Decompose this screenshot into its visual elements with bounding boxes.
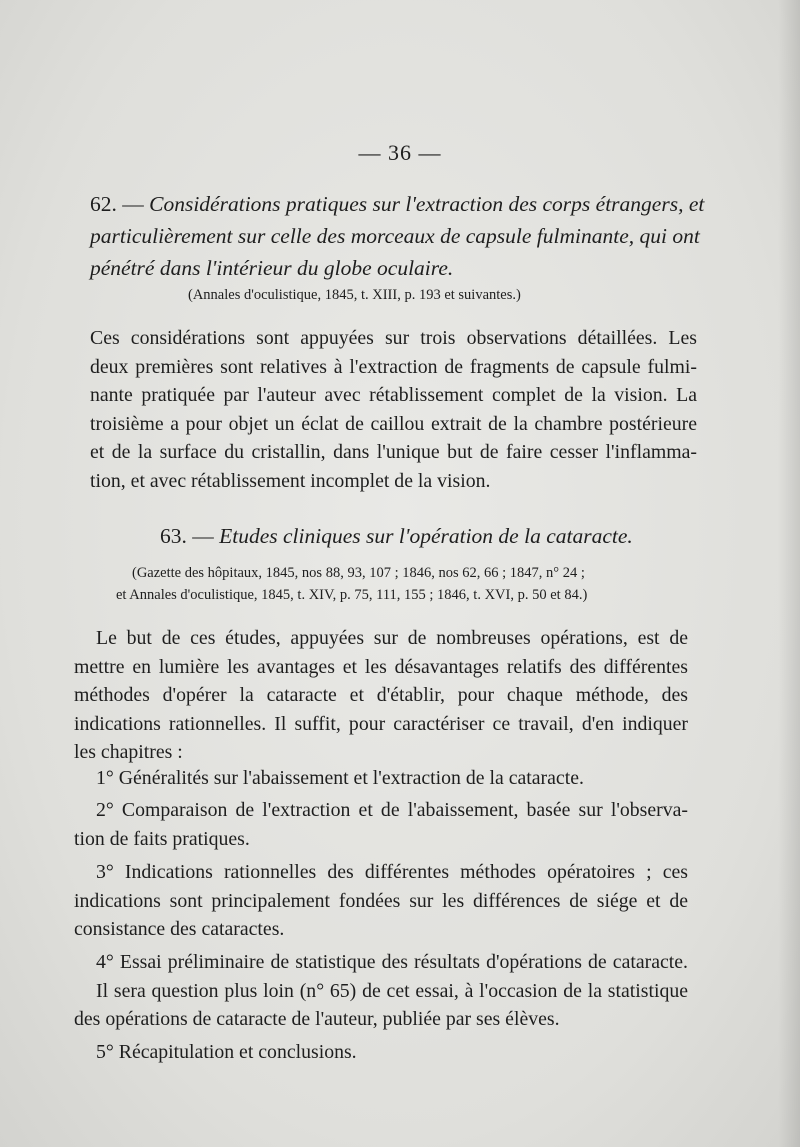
body-line: troisième a pour objet un éclat de caillou extrait de la chambre postérieure	[90, 412, 697, 435]
chapter-line: tion de faits pratiques.	[74, 827, 250, 850]
body-line: tion, et avec rétablissement incomplet de la vision.	[90, 469, 491, 492]
entry-63-number: 63. —	[160, 524, 214, 548]
chapter-line: consistance des cataractes.	[74, 918, 285, 940]
entry-62-reference: (Annales d'oculistique, 1845, t. XIII, p. 193 et suivantes.)	[188, 287, 521, 303]
entry-62-body	[90, 324, 697, 495]
chapter-line: 2° Comparaison de l'extraction et de l'abaissement, basée sur l'observa-	[96, 799, 688, 821]
chapter-line: 4° Essai préliminaire de statistique des résultats d'opérations de cataracte.	[96, 951, 688, 973]
body-line: méthodes d'opérer la cataracte et d'établir, pour chaque méthode, des	[74, 684, 688, 706]
body-line: et de la surface du cristallin, dans l'unique but de faire cesser l'inflamma-	[90, 441, 697, 463]
body-line: Le but de ces études, appuyées sur de nombreuses opérations, est de	[96, 627, 688, 649]
entry-62-title-line: pénétré dans l'intérieur du globe oculaire.	[90, 256, 454, 280]
entry-63-reference-line-1: (Gazette des hôpitaux, 1845, nos 88, 93, 107 ; 1846, nos 62, 66 ; 1847, n° 24 ;	[132, 565, 585, 581]
body-line: Ces considérations sont appuyées sur trois observations détaillées. Les	[90, 327, 697, 349]
entry-62-title-line: Considérations pratiques sur l'extraction des corps étrangers, et	[149, 192, 705, 216]
entry-63-body	[74, 624, 688, 767]
chapter-item-3	[74, 858, 688, 944]
chapter-line: des opérations de cataracte de l'auteur, publiée par ses élèves.	[74, 1008, 560, 1030]
entry-62-title	[90, 188, 705, 284]
page-number: — 36 —	[358, 140, 442, 165]
chapter-item-4	[74, 948, 688, 1034]
entry-63-reference-line-2: et Annales d'oculistique, 1845, t. XIV, p. 75, 111, 155 ; 1846, t. XVI, p. 50 et 84.)	[116, 587, 588, 603]
body-line: nante pratiquée par l'auteur avec rétablissement complet de la vision. La	[90, 384, 697, 406]
body-line: indications rationnelles. Il suffit, pour caractériser ce travail, d'en indiquer	[74, 712, 688, 735]
body-line: deux premières sont relatives à l'extraction de fragments de capsule fulmi-	[90, 355, 697, 378]
chapter-line: 3° Indications rationnelles des différentes méthodes opératoires ; ces	[96, 861, 688, 883]
entry-62-number: 62. —	[90, 192, 144, 216]
chapter-item-1	[74, 764, 688, 793]
chapter-line: 1° Généralités sur l'abaissement et l'extraction de la cataracte.	[96, 767, 584, 789]
body-line: les chapitres :	[74, 741, 183, 763]
entry-63-title-text: Etudes cliniques sur l'opération de la cataracte.	[219, 524, 633, 548]
chapter-item-2	[74, 796, 688, 853]
entry-63-title	[160, 524, 633, 549]
chapter-line: Il sera question plus loin (n° 65) de cet essai, à l'occasion de la statistique	[96, 979, 688, 1002]
chapter-line: 5° Récapitulation et conclusions.	[96, 1041, 357, 1063]
body-line: mettre en lumière les avantages et les désavantages relatifs des différentes	[74, 655, 688, 678]
chapter-item-5	[74, 1038, 688, 1067]
chapter-line: indications sont principalement fondées sur les différences de siége et de	[74, 889, 688, 912]
entry-62-title-line: particulièrement sur celle des morceaux de capsule fulminante, qui ont	[90, 224, 700, 248]
